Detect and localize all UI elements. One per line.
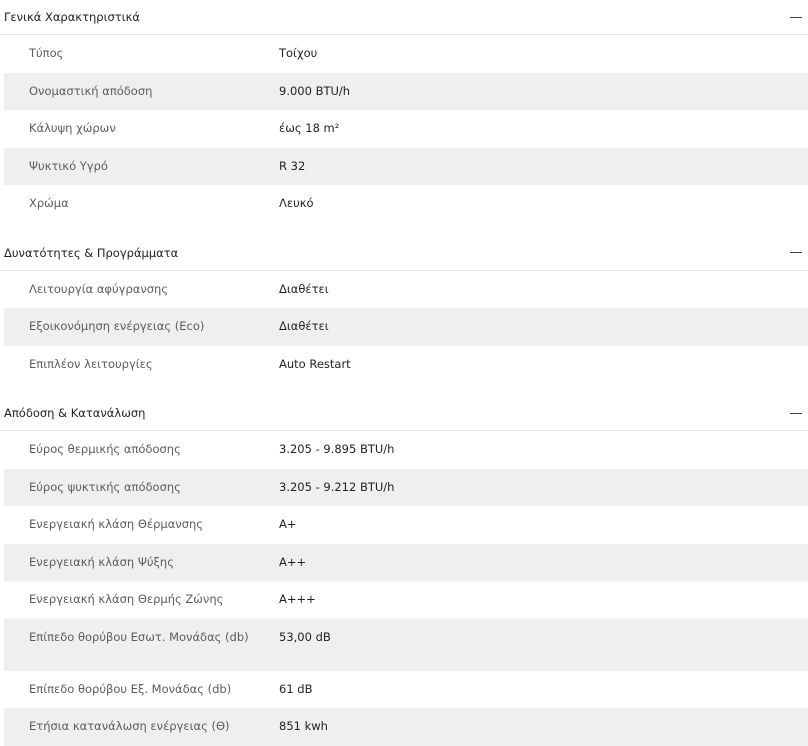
spec-label: Χρώμα bbox=[29, 196, 69, 210]
section-features bbox=[0, 236, 808, 397]
spec-label: Επιπλέον λειτουργίες bbox=[29, 356, 153, 371]
spec-value: 61 dB bbox=[279, 681, 313, 696]
spec-label: Ονομαστική απόδοση bbox=[29, 83, 153, 98]
spec-row bbox=[4, 346, 808, 384]
section-title: Γενικά Χαρακτηριστικά bbox=[4, 10, 140, 24]
spec-row bbox=[4, 110, 808, 148]
spec-row bbox=[4, 185, 808, 223]
spec-row bbox=[4, 431, 808, 469]
spec-row bbox=[4, 544, 808, 582]
spec-row bbox=[4, 148, 808, 186]
spec-label: Ενεργειακή κλάση Ψύξης bbox=[29, 554, 174, 569]
collapse-minus-icon[interactable] bbox=[790, 17, 802, 18]
spec-value: 3.205 - 9.212 BTU/h bbox=[279, 479, 395, 494]
spec-value: έως 18 m² bbox=[279, 121, 340, 135]
spec-value: 851 kwh bbox=[279, 719, 328, 733]
spec-value: Διαθέτει bbox=[279, 281, 329, 296]
spec-value: R 32 bbox=[279, 158, 306, 173]
section-header-performance[interactable] bbox=[0, 396, 808, 431]
section-header-general[interactable] bbox=[0, 0, 808, 35]
spec-label: Επίπεδο θορύβου Εσωτ. Μονάδας (db) bbox=[29, 629, 249, 644]
spec-label: Επίπεδο θορύβου Εξ. Μονάδας (db) bbox=[29, 681, 232, 696]
spec-label: Εύρος ψυκτικής απόδοσης bbox=[29, 479, 181, 494]
spec-value: Τοίχου bbox=[279, 46, 318, 60]
spec-row bbox=[4, 506, 808, 544]
spec-row bbox=[4, 671, 808, 709]
collapse-minus-icon[interactable] bbox=[790, 413, 802, 414]
spec-label: Κάλυψη χώρων bbox=[29, 121, 116, 135]
spec-value: 53,00 dB bbox=[279, 629, 331, 644]
spec-label: Ετήσια κατανάλωση ενέργειας (Θ) bbox=[29, 719, 230, 733]
spec-row bbox=[4, 708, 808, 746]
section-general bbox=[0, 0, 808, 236]
collapse-minus-icon[interactable] bbox=[790, 252, 802, 253]
spec-label: Ενεργειακή κλάση Θέρμανσης bbox=[29, 517, 204, 531]
spec-value: A+ bbox=[279, 517, 297, 531]
section-title: Δυνατότητες & Προγράμματα bbox=[4, 245, 179, 260]
spec-row bbox=[4, 35, 808, 73]
spec-value: 9.000 BTU/h bbox=[279, 83, 351, 98]
section-performance bbox=[0, 396, 808, 746]
spec-row bbox=[4, 271, 808, 309]
spec-value: A+++ bbox=[279, 592, 316, 606]
spec-row bbox=[4, 581, 808, 619]
section-title: Απόδοση & Κατανάλωση bbox=[4, 406, 146, 420]
spec-label: Ψυκτικό Υγρό bbox=[29, 158, 108, 173]
spec-value: Διαθέτει bbox=[279, 319, 329, 333]
spec-label: Λειτουργία αφύγρανσης bbox=[29, 281, 169, 296]
spec-value: Λευκό bbox=[279, 196, 314, 210]
spec-label: Τύπος bbox=[29, 46, 64, 60]
spec-value: Auto Restart bbox=[279, 356, 351, 371]
spec-value: A++ bbox=[279, 554, 307, 569]
spec-value: 3.205 - 9.895 BTU/h bbox=[279, 442, 395, 456]
spec-row bbox=[4, 308, 808, 346]
spec-row bbox=[4, 469, 808, 507]
spec-label: Εύρος θερμικής απόδοσης bbox=[29, 442, 181, 456]
spec-label: Ενεργειακή κλάση Θερμής Ζώνης bbox=[29, 592, 224, 606]
spec-row bbox=[4, 619, 808, 671]
section-header-features[interactable] bbox=[0, 236, 808, 271]
spec-row bbox=[4, 73, 808, 111]
spec-label: Εξοικονόμηση ενέργειας (Eco) bbox=[29, 319, 205, 333]
